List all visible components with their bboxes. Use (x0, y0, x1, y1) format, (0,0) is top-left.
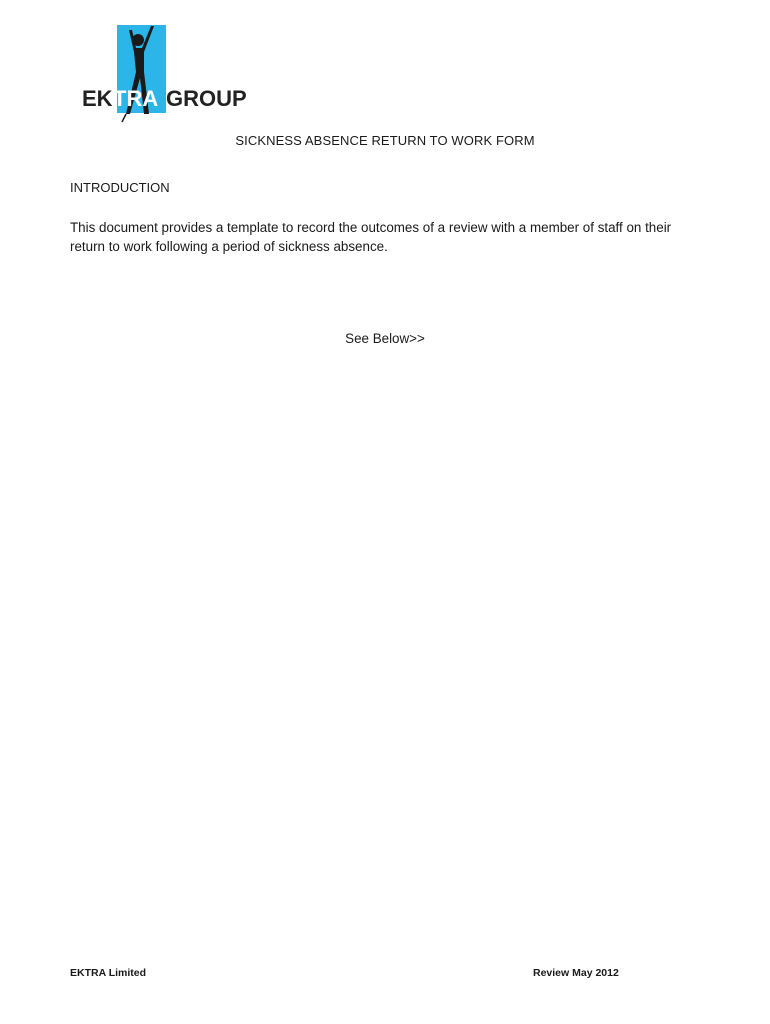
ektra-group-logo (78, 22, 258, 124)
footer-review-date: Review May 2012 (533, 967, 619, 979)
logo-text-right: GROUP (166, 86, 247, 111)
see-below-text: See Below>> (345, 331, 425, 346)
logo-text-left: EK (82, 86, 113, 111)
introduction-paragraph: This document provides a template to record the outcomes of a review with a member of staff on their return to work following a period of sickness absence. (70, 220, 672, 254)
footer-company-name: EKTRA Limited (70, 967, 147, 979)
document-title: SICKNESS ABSENCE RETURN TO WORK FORM (235, 133, 535, 148)
section-heading-introduction: INTRODUCTION (70, 180, 170, 195)
logo-text-mid: TRA (113, 86, 159, 111)
figure-arms-raised-icon (78, 22, 258, 124)
